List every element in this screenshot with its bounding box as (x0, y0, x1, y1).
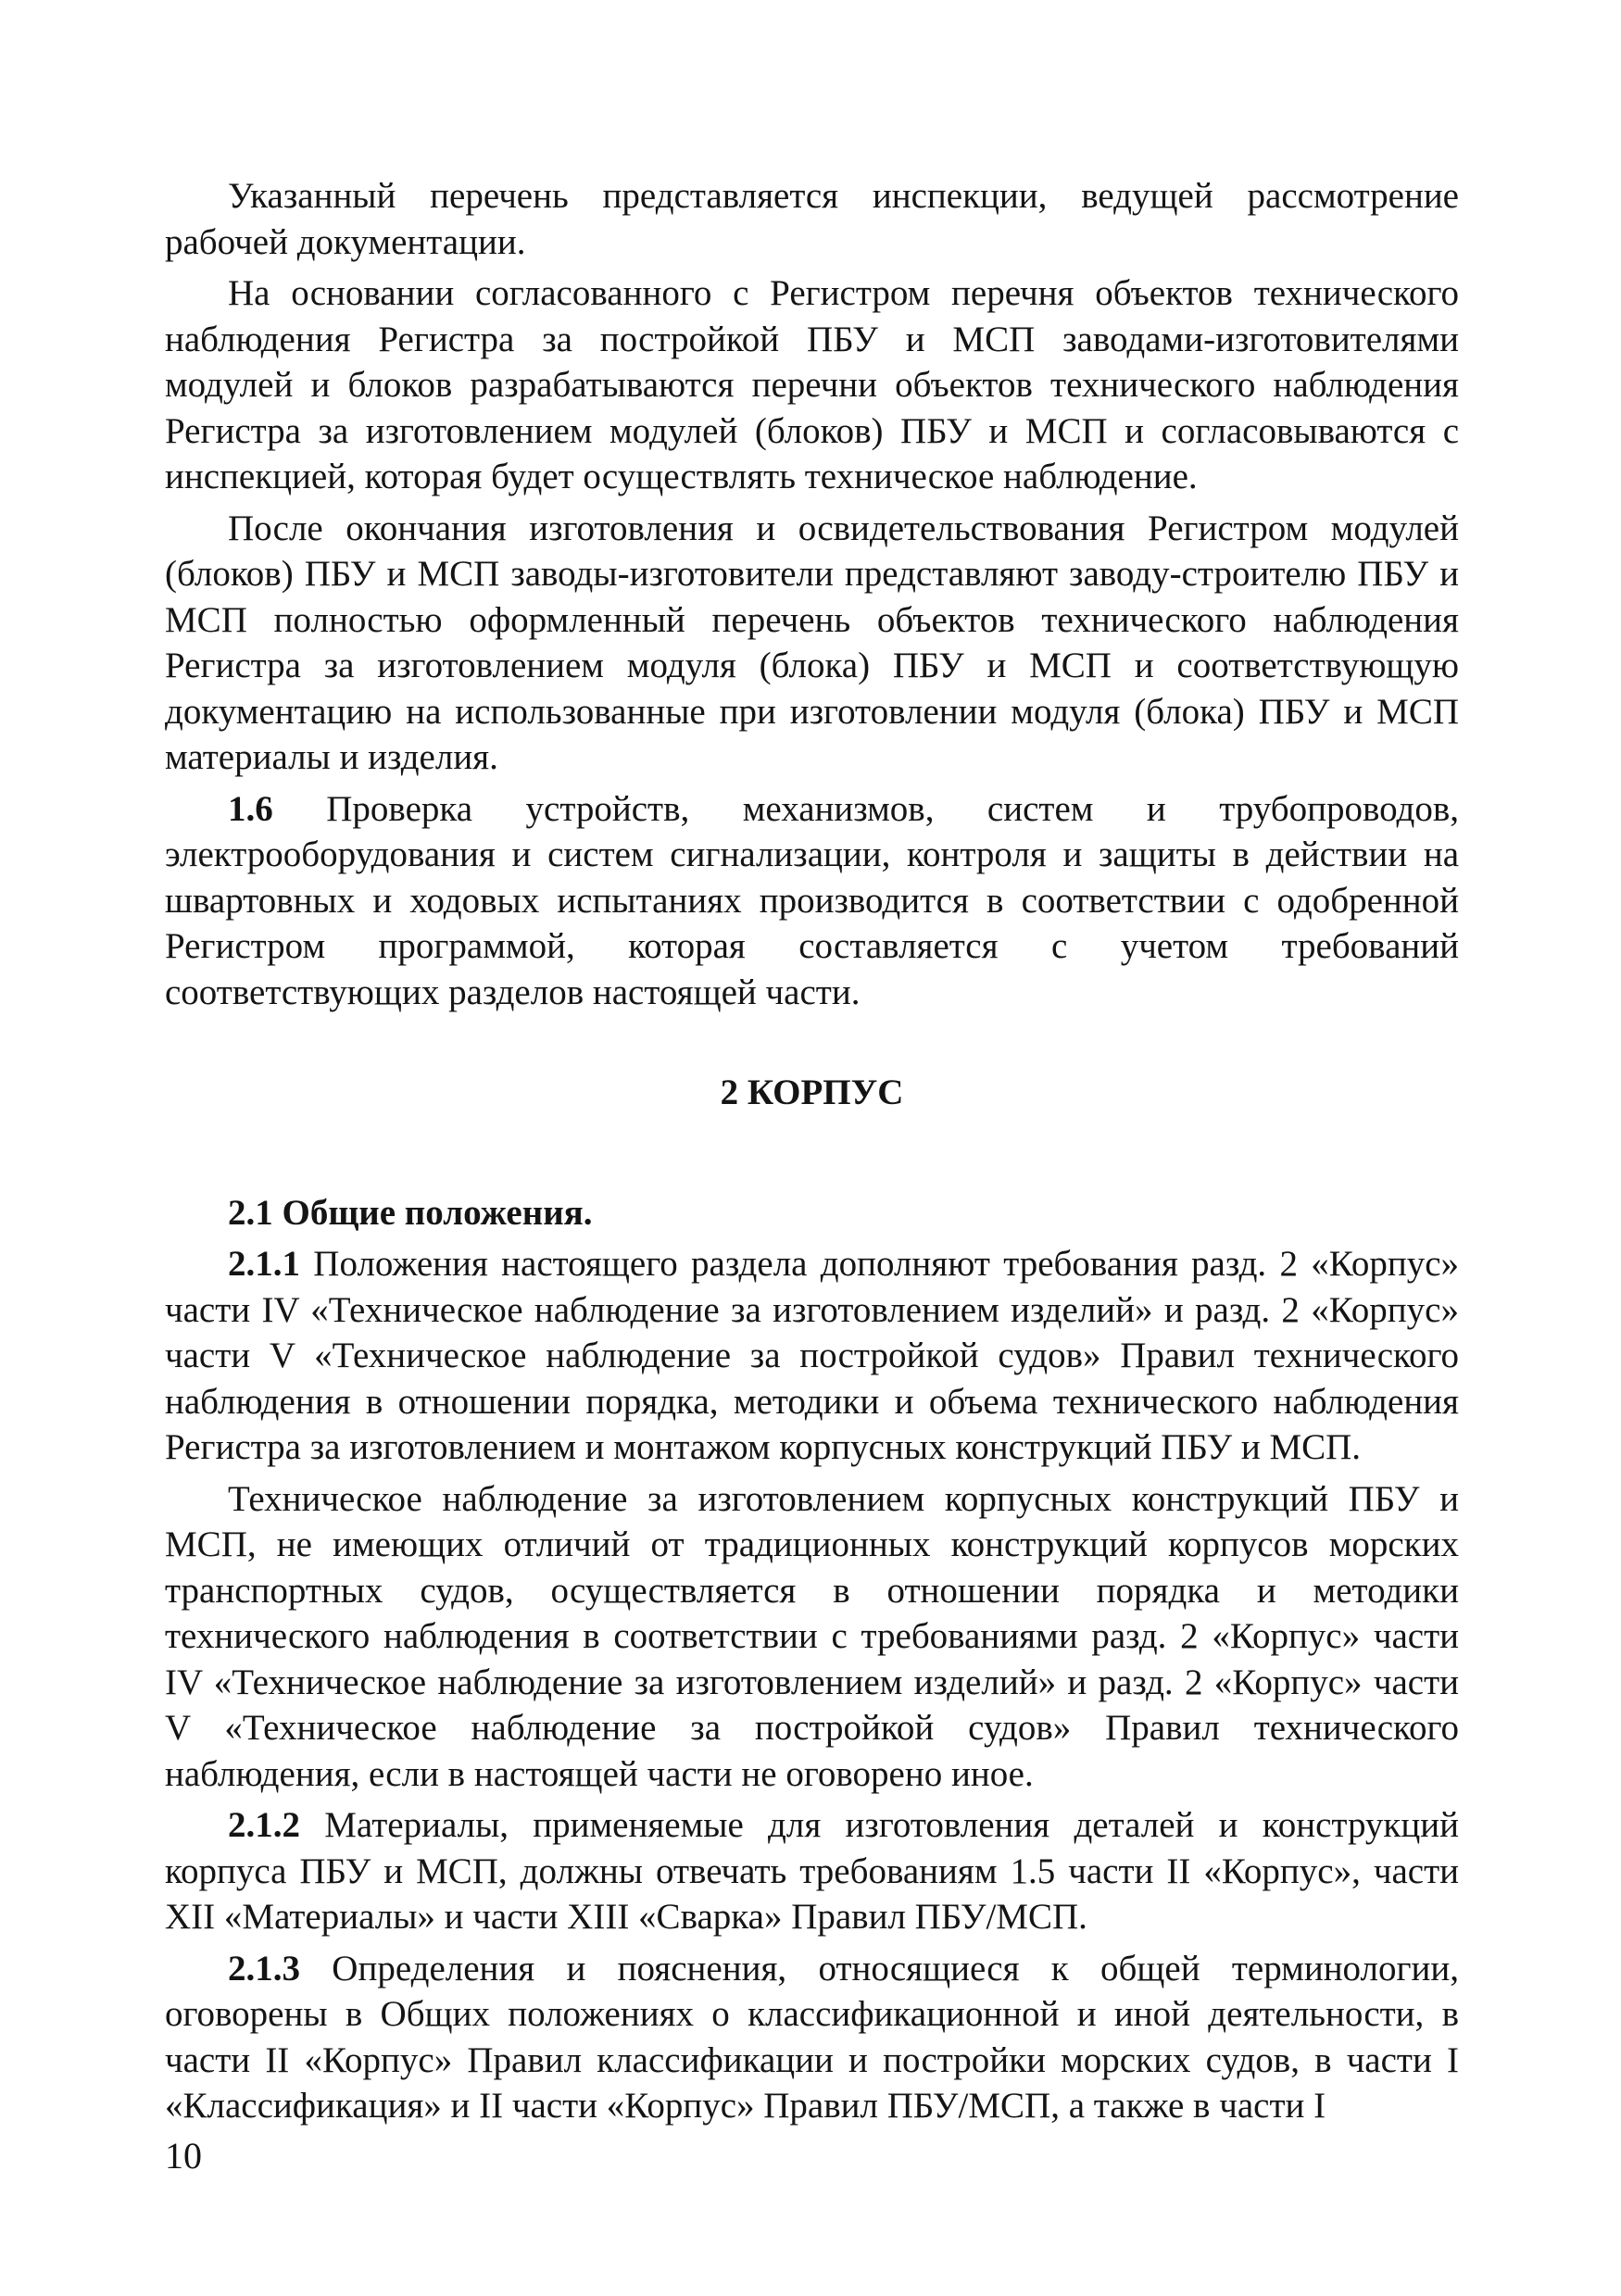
paragraph: Техническое наблюдение за изготовлением корпусных конструкций ПБУ и МСП, не имеющих отличий от традиционных конструкций корпусов морских транспортных судов, осуществляется в отношении порядка и методики технического наблюдения в соответствии с требованиями разд. 2 «Корпус» части IV «Техническое наблюдение за изготовлением изделий» и разд. 2 «Корпус» части V «Техническое наблюдение за постройкой судов» Правил технического наблюдения, если в настоящей части не оговорено иное. (165, 1478, 1459, 1794)
text-block-top (165, 173, 1459, 1021)
section-heading: 2 КОРПУС (720, 1073, 904, 1112)
text-block-bottom (165, 1241, 1459, 2135)
paragraph-2-1-1: 2.1.1 Положения настоящего раздела дополняют требования разд. 2 «Корпус» части IV «Техническое наблюдение за изготовлением изделий» и разд. 2 «Корпус» части V «Техническое наблюдение за постройкой судов» Правил технического наблюдения в отношении порядка, методики и объема технического наблюдения Регистра за изготовлением и монтажом корпусных конструкций ПБУ и МСП. (165, 1244, 1459, 1467)
clause-number: 2.1.3 (228, 1948, 300, 1989)
paragraph: Указанный перечень представляется инспекции, ведущей рассмотрение рабочей документации. (165, 176, 1459, 262)
paragraph-1-6: 1.6 Проверка устройств, механизмов, систем и трубопроводов, электрооборудования и систем сигнализации, контроля и защиты в действии на швартовных и ходовых испытаниях производится в соответствии с одобренной Регистром программой, которая составляется с учетом требований соответствующих разделов настоящей части. (165, 788, 1460, 1012)
clause-number: 2.1.2 (228, 1805, 300, 1845)
paragraph: После окончания изготовления и освидетельствования Регистром модулей (блоков) ПБУ и МСП заводы-изготовители представляют заводу-строителю ПБУ и МСП полностью оформленный перечень объектов технического наблюдения Регистра за изготовлением модуля (блока) ПБУ и МСП и соответствующую документацию на использованные при изготовлении модуля (блока) ПБУ и МСП материалы и изделия. (165, 508, 1459, 777)
subsection-heading: 2.1 Общие положения. (228, 1193, 593, 1233)
page-number: 10 (165, 2135, 202, 2177)
clause-number: 1.6 (228, 788, 273, 829)
paragraph-2-1-3: 2.1.3 Определения и пояснения, относящиеся к общей терминологии, оговорены в Общих положениях о классификационной и иной деятельности, в части II «Корпус» Правил классификации и постройки морских судов, в части I «Классификация» и II части «Корпус» Правил ПБУ/МСП, а также в части I (165, 1948, 1459, 2126)
paragraph-2-1-2: 2.1.2 Материалы, применяемые для изготовления деталей и конструкций корпуса ПБУ и МСП, должны отвечать требованиям 1.5 части II «Корпус», части XII «Материалы» и части XIII «Сварка» Правил ПБУ/МСП. (165, 1805, 1459, 1937)
paragraph: На основании согласованного с Регистром перечня объектов технического наблюдения Регистра за постройкой ПБУ и МСП заводами-изготовителями модулей и блоков разрабатываются перечни объектов технического наблюдения Регистра за изготовлением модулей (блоков) ПБУ и МСП и согласовываются с инспекцией, которая будет осуществлять техническое наблюдение. (165, 273, 1459, 496)
clause-number: 2.1.1 (228, 1244, 300, 1284)
